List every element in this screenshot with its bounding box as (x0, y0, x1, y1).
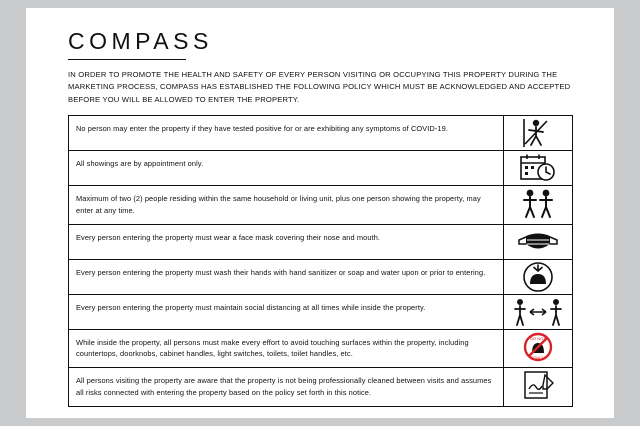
table-row (69, 150, 573, 185)
document-page (26, 8, 614, 418)
hand-sanitizer-icon (504, 260, 572, 294)
policy-text: While inside the property, all persons must make every effort to avoid touching surfaces within the property, including countertops, doorknobs, cabinet handles, light switches, toilets, toilet handles, etc. (69, 329, 504, 368)
do-not-touch-icon (504, 330, 572, 364)
table-row (69, 294, 573, 329)
policy-icon-cell (504, 185, 573, 224)
signature-document-icon (504, 368, 572, 402)
table-row (69, 259, 573, 294)
intro-paragraph: IN ORDER TO PROMOTE THE HEALTH AND SAFETY OF EVERY PERSON VISITING OR OCCUPYING THIS PROPERTY DURING THE MARKETING PROCESS, COMPASS HAS ESTABLISHED THE FOLLOWING POLICY WHICH MUST BE ACKNOWLEDGED AND ACCEPTED BEFORE YOU WILL BE ALLOWED TO ENTER THE PROPERTY. (68, 70, 571, 104)
table-row (69, 329, 573, 368)
two-people-icon (504, 186, 572, 220)
policy-text: Maximum of two (2) people residing within the same household or living unit, plus one person showing the property, may enter at any time. (69, 185, 504, 224)
table-row (69, 115, 573, 150)
face-mask-icon (504, 225, 572, 259)
policy-text: No person may enter the property if they have tested positive for or are exhibiting any symptoms of COVID-19. (69, 115, 504, 150)
policy-icon-cell (504, 368, 573, 407)
page-title: COMPASS (68, 28, 213, 54)
policy-icon-cell (504, 224, 573, 259)
no-entry-person-icon (504, 116, 572, 150)
calendar-clock-icon (504, 151, 572, 185)
policy-icon-cell (504, 115, 573, 150)
policy-icon-cell (504, 259, 573, 294)
policy-text: Every person entering the property must maintain social distancing at all times while inside the property. (69, 294, 504, 329)
policy-text: All showings are by appointment only. (69, 150, 504, 185)
title-divider (68, 59, 186, 60)
policy-text: Every person entering the property must wash their hands with hand sanitizer or soap and water upon or prior to entering. (69, 259, 504, 294)
policy-icon-cell (504, 150, 573, 185)
policy-text: All persons visiting the property are aware that the property is not being professionally cleaned between visits and assumes all risks connected with entering the property based on the policy set forth in this notice. (69, 368, 504, 407)
svg-text:DO NOT: DO NOT (530, 335, 546, 341)
policy-icon-cell (504, 329, 573, 368)
table-row (69, 224, 573, 259)
table-row (69, 185, 573, 224)
policy-table (68, 115, 573, 407)
policy-icon-cell (504, 294, 573, 329)
table-row (69, 368, 573, 407)
policy-text: Every person entering the property must wear a face mask covering their nose and mouth. (69, 224, 504, 259)
social-distancing-icon (504, 295, 572, 329)
svg-text:TOUCH: TOUCH (530, 354, 546, 360)
